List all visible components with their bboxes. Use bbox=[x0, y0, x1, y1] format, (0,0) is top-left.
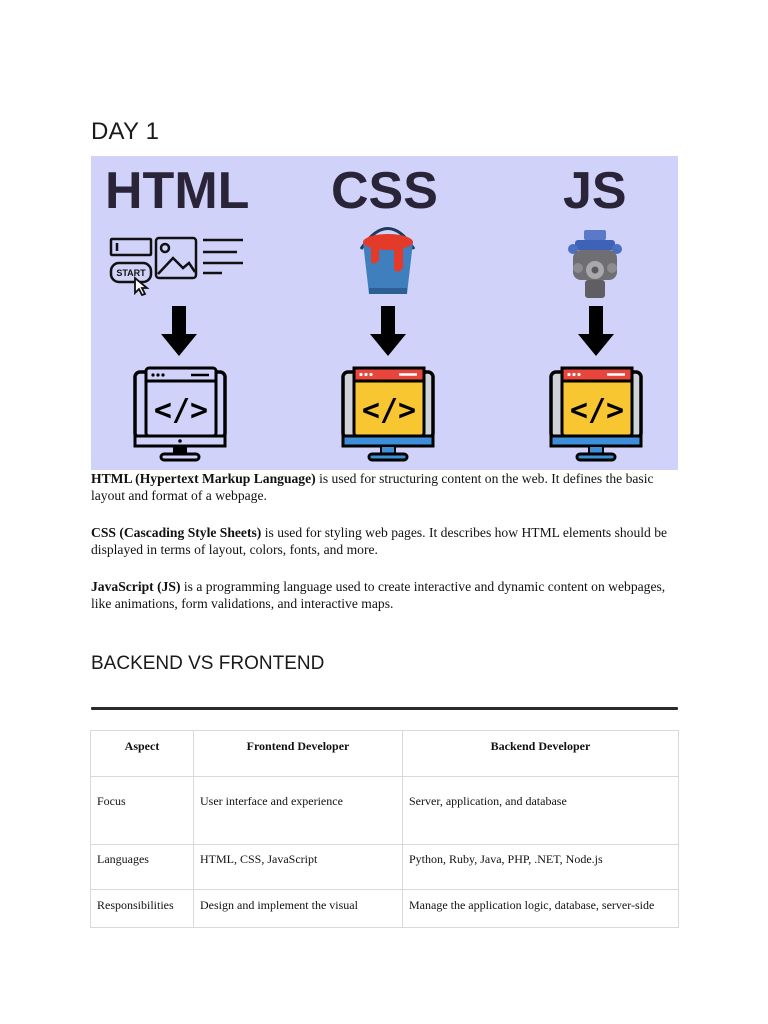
monitor-code-icon bbox=[551, 368, 641, 460]
css-description bbox=[91, 524, 681, 558]
svg-text:</>: </> bbox=[569, 393, 625, 428]
arrow-down-icon bbox=[370, 306, 406, 356]
html-term: HTML (Hypertext Markup Language) bbox=[91, 471, 316, 486]
html-description bbox=[91, 470, 681, 504]
table-header-row bbox=[91, 731, 679, 777]
js-description bbox=[91, 578, 681, 612]
arrow-down-icons bbox=[161, 306, 614, 356]
js-term: JavaScript (JS) bbox=[91, 579, 181, 594]
table-cell: Design and implement the visual bbox=[194, 890, 403, 928]
banner-label-html: HTML bbox=[105, 162, 250, 220]
header-frontend: Frontend Developer bbox=[194, 731, 403, 777]
start-button-label: START bbox=[116, 268, 146, 278]
html-wireframe-icon bbox=[111, 238, 243, 295]
engine-icon bbox=[568, 230, 622, 298]
table-cell: HTML, CSS, JavaScript bbox=[194, 845, 403, 890]
table-cell: Server, application, and database bbox=[403, 777, 679, 845]
table-cell: Focus bbox=[91, 777, 194, 845]
svg-text:</>: </> bbox=[153, 393, 209, 428]
table-row bbox=[91, 777, 679, 845]
css-term: CSS (Cascading Style Sheets) bbox=[91, 525, 262, 540]
arrow-down-icon bbox=[578, 306, 614, 356]
table-cell: Responsibilities bbox=[91, 890, 194, 928]
table-cell: Languages bbox=[91, 845, 194, 890]
table-cell: Manage the application logic, database, server-side bbox=[403, 890, 679, 928]
css-text: is used for styling web pages. It describes how HTML elements should be displayed in terms of layout, colors, fonts, and more. bbox=[91, 525, 668, 557]
html-text: is used for structuring content on the web. It defines the basic layout and format of a webpage. bbox=[91, 471, 654, 503]
table-row bbox=[91, 845, 679, 890]
day-heading: DAY 1 bbox=[91, 118, 160, 145]
paint-bucket-icon bbox=[361, 229, 414, 295]
horizontal-divider bbox=[91, 707, 678, 710]
js-text: is a programming language used to create interactive and dynamic content on webpages, like animations, form validations, and interactive maps. bbox=[91, 579, 666, 611]
table-row bbox=[91, 890, 679, 928]
table-cell: User interface and experience bbox=[194, 777, 403, 845]
header-backend: Backend Developer bbox=[403, 731, 679, 777]
svg-text:</>: </> bbox=[361, 393, 417, 428]
banner-label-js: JS bbox=[563, 162, 627, 220]
comparison-table bbox=[90, 730, 679, 928]
monitor-code-icon bbox=[135, 368, 225, 460]
table-cell: Python, Ruby, Java, PHP, .NET, Node.js bbox=[403, 845, 679, 890]
html-css-js-banner bbox=[91, 156, 678, 470]
section-heading: BACKEND VS FRONTEND bbox=[91, 653, 325, 674]
monitor-code-icon bbox=[343, 368, 433, 460]
banner-label-css: CSS bbox=[331, 162, 438, 220]
header-aspect: Aspect bbox=[91, 731, 194, 777]
arrow-down-icon bbox=[161, 306, 197, 356]
